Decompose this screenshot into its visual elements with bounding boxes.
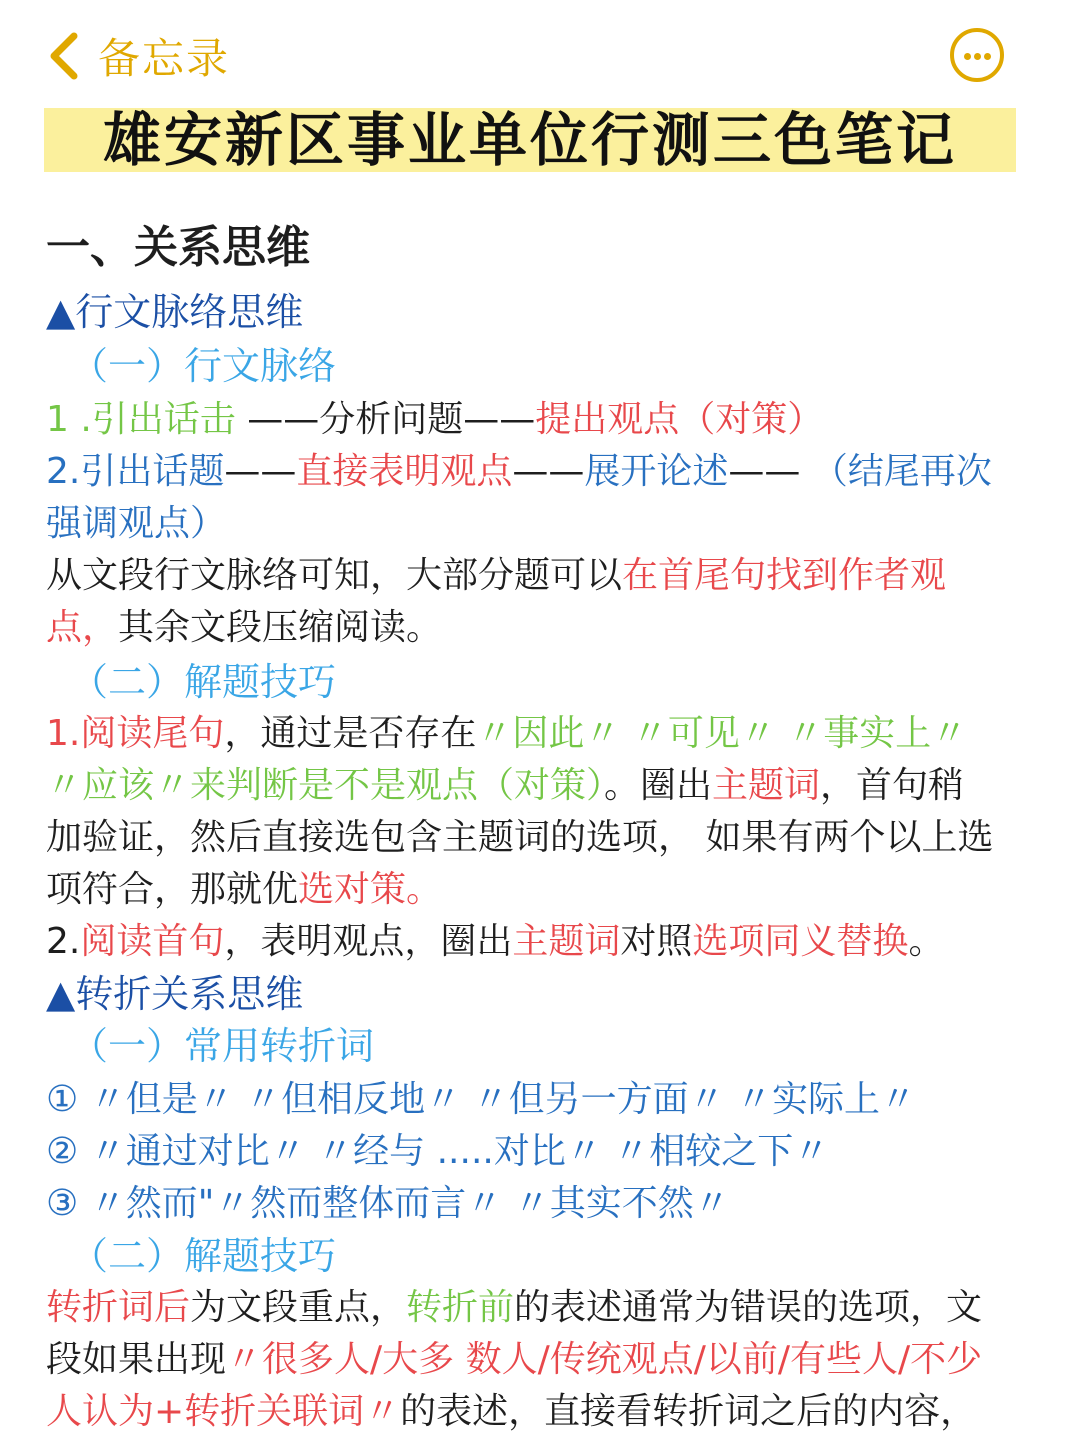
text-segment: 〃然而"〃然而整体而言〃 〃其实不然〃 (78, 1183, 730, 1224)
text-segment: 提出观点（对策） (535, 399, 824, 440)
note-line (46, 449, 992, 495)
note-line (46, 1285, 982, 1331)
text-segment: 项符合，那就优 (46, 869, 299, 910)
text-segment: 其余文段压缩阅读。 (118, 607, 443, 648)
text-segment: ② (46, 1131, 79, 1172)
text-segment: 的表述通常为错误的选项，文 (514, 1287, 983, 1328)
text-segment: ③ (46, 1183, 79, 1224)
text-segment: 主题词 (512, 921, 621, 962)
sub-subsection-heading (70, 1023, 374, 1069)
text-segment: 1.阅读尾句 (46, 713, 225, 754)
text-segment: 人认为+转折关联词〃 (46, 1391, 401, 1432)
sub-subsection-heading (70, 659, 336, 705)
note-line (46, 867, 442, 913)
text-segment: ，通过是否存在 (224, 713, 477, 754)
text-segment: 选对策。 (298, 869, 443, 910)
text-segment: 阅读首句 (80, 921, 225, 962)
back-button[interactable] (44, 26, 230, 86)
note-line (46, 501, 226, 547)
note-line (46, 815, 993, 861)
note-line (46, 1181, 730, 1227)
text-segment: 选项同义替换 (692, 921, 909, 962)
text-segment: —— (224, 451, 297, 492)
text-segment: ，表明观点，圈出 (224, 921, 513, 962)
text-segment: 转折词后 (46, 1287, 191, 1328)
back-label: 备忘录 (98, 34, 231, 83)
text-segment: ① (46, 1079, 79, 1120)
text-segment: 。圈出 (604, 765, 713, 806)
text-segment: 〃通过对比〃 〃经与 .....对比〃 〃相较之下〃 (78, 1131, 830, 1172)
note-line (46, 1077, 916, 1123)
chevron-left-icon (44, 30, 84, 82)
text-segment: ——分析问题—— (235, 399, 536, 440)
note-line (46, 553, 946, 599)
text-segment: ▲ (46, 972, 76, 1016)
note-line (46, 763, 964, 809)
more-icon[interactable] (950, 28, 1004, 82)
text-segment: 主题词 (712, 765, 821, 806)
subsection-heading (46, 971, 303, 1017)
note-line (46, 1337, 982, 1383)
text-segment: —— (512, 451, 585, 492)
text-segment: 。 (908, 921, 945, 962)
text-segment: 〃很多人/大多 数人/传统观点/以前/有些人/不少 (226, 1339, 983, 1380)
text-segment: 1 .引出话击 (46, 399, 236, 440)
sub-subsection-heading (70, 343, 336, 389)
title-banner (44, 108, 1016, 172)
text-segment: 点， (46, 607, 119, 648)
top-bar (0, 0, 1080, 110)
note-line (46, 919, 944, 965)
section-heading (46, 222, 310, 273)
text-segment: 转折前 (406, 1287, 515, 1328)
text-segment: 段如果出现 (46, 1339, 227, 1380)
note-line (46, 711, 967, 757)
text-segment: （一）行文脉络 (70, 344, 337, 388)
note-line (46, 605, 442, 651)
text-segment: 对照 (620, 921, 693, 962)
text-segment: 2. (46, 921, 81, 962)
sub-subsection-heading (70, 1233, 336, 1279)
text-segment: 的表述，直接看转折词之后的内容， (400, 1391, 977, 1432)
text-segment: （二）解题技巧 (70, 660, 337, 704)
text-segment: 加验证，然后直接选包含主题词的选项， 如果有两个以上选 (46, 817, 994, 858)
note-line (46, 1389, 976, 1435)
text-segment: ▲ (46, 290, 76, 334)
text-segment: 在首尾句找到作者观 (622, 555, 947, 596)
text-segment: 2.引出话题 (46, 451, 225, 492)
text-segment: 直接表明观点 (296, 451, 513, 492)
text-segment: 转折关系思维 (75, 972, 304, 1016)
text-segment: 一、关系思维 (46, 222, 310, 273)
note-line (46, 1129, 829, 1175)
note-line (46, 397, 823, 443)
text-segment: （二）解题技巧 (70, 1234, 337, 1278)
text-segment: 〃因此〃 〃可见〃 〃事实上〃 (476, 713, 968, 754)
text-segment: 强调观点） (46, 503, 227, 544)
subsection-heading (46, 289, 303, 335)
text-segment: 〃应该〃来判断是不是观点（对策） (46, 765, 605, 806)
text-segment: 为文段重点， (190, 1287, 407, 1328)
text-segment: 展开论述 (584, 451, 729, 492)
text-segment: 行文脉络思维 (75, 290, 304, 334)
text-segment: （结尾再次 (811, 451, 992, 492)
text-segment: 从文段行文脉络可知，大部分题可以 (46, 555, 623, 596)
page-title: 雄安新区事业单位行测三色笔记 (102, 106, 957, 174)
text-segment: ，首句稍 (820, 765, 965, 806)
text-segment: （一）常用转折词 (70, 1024, 375, 1068)
text-segment: 〃但是〃 〃但相反地〃 〃但另一方面〃 〃实际上〃 (78, 1079, 917, 1120)
text-segment: —— (728, 451, 812, 492)
